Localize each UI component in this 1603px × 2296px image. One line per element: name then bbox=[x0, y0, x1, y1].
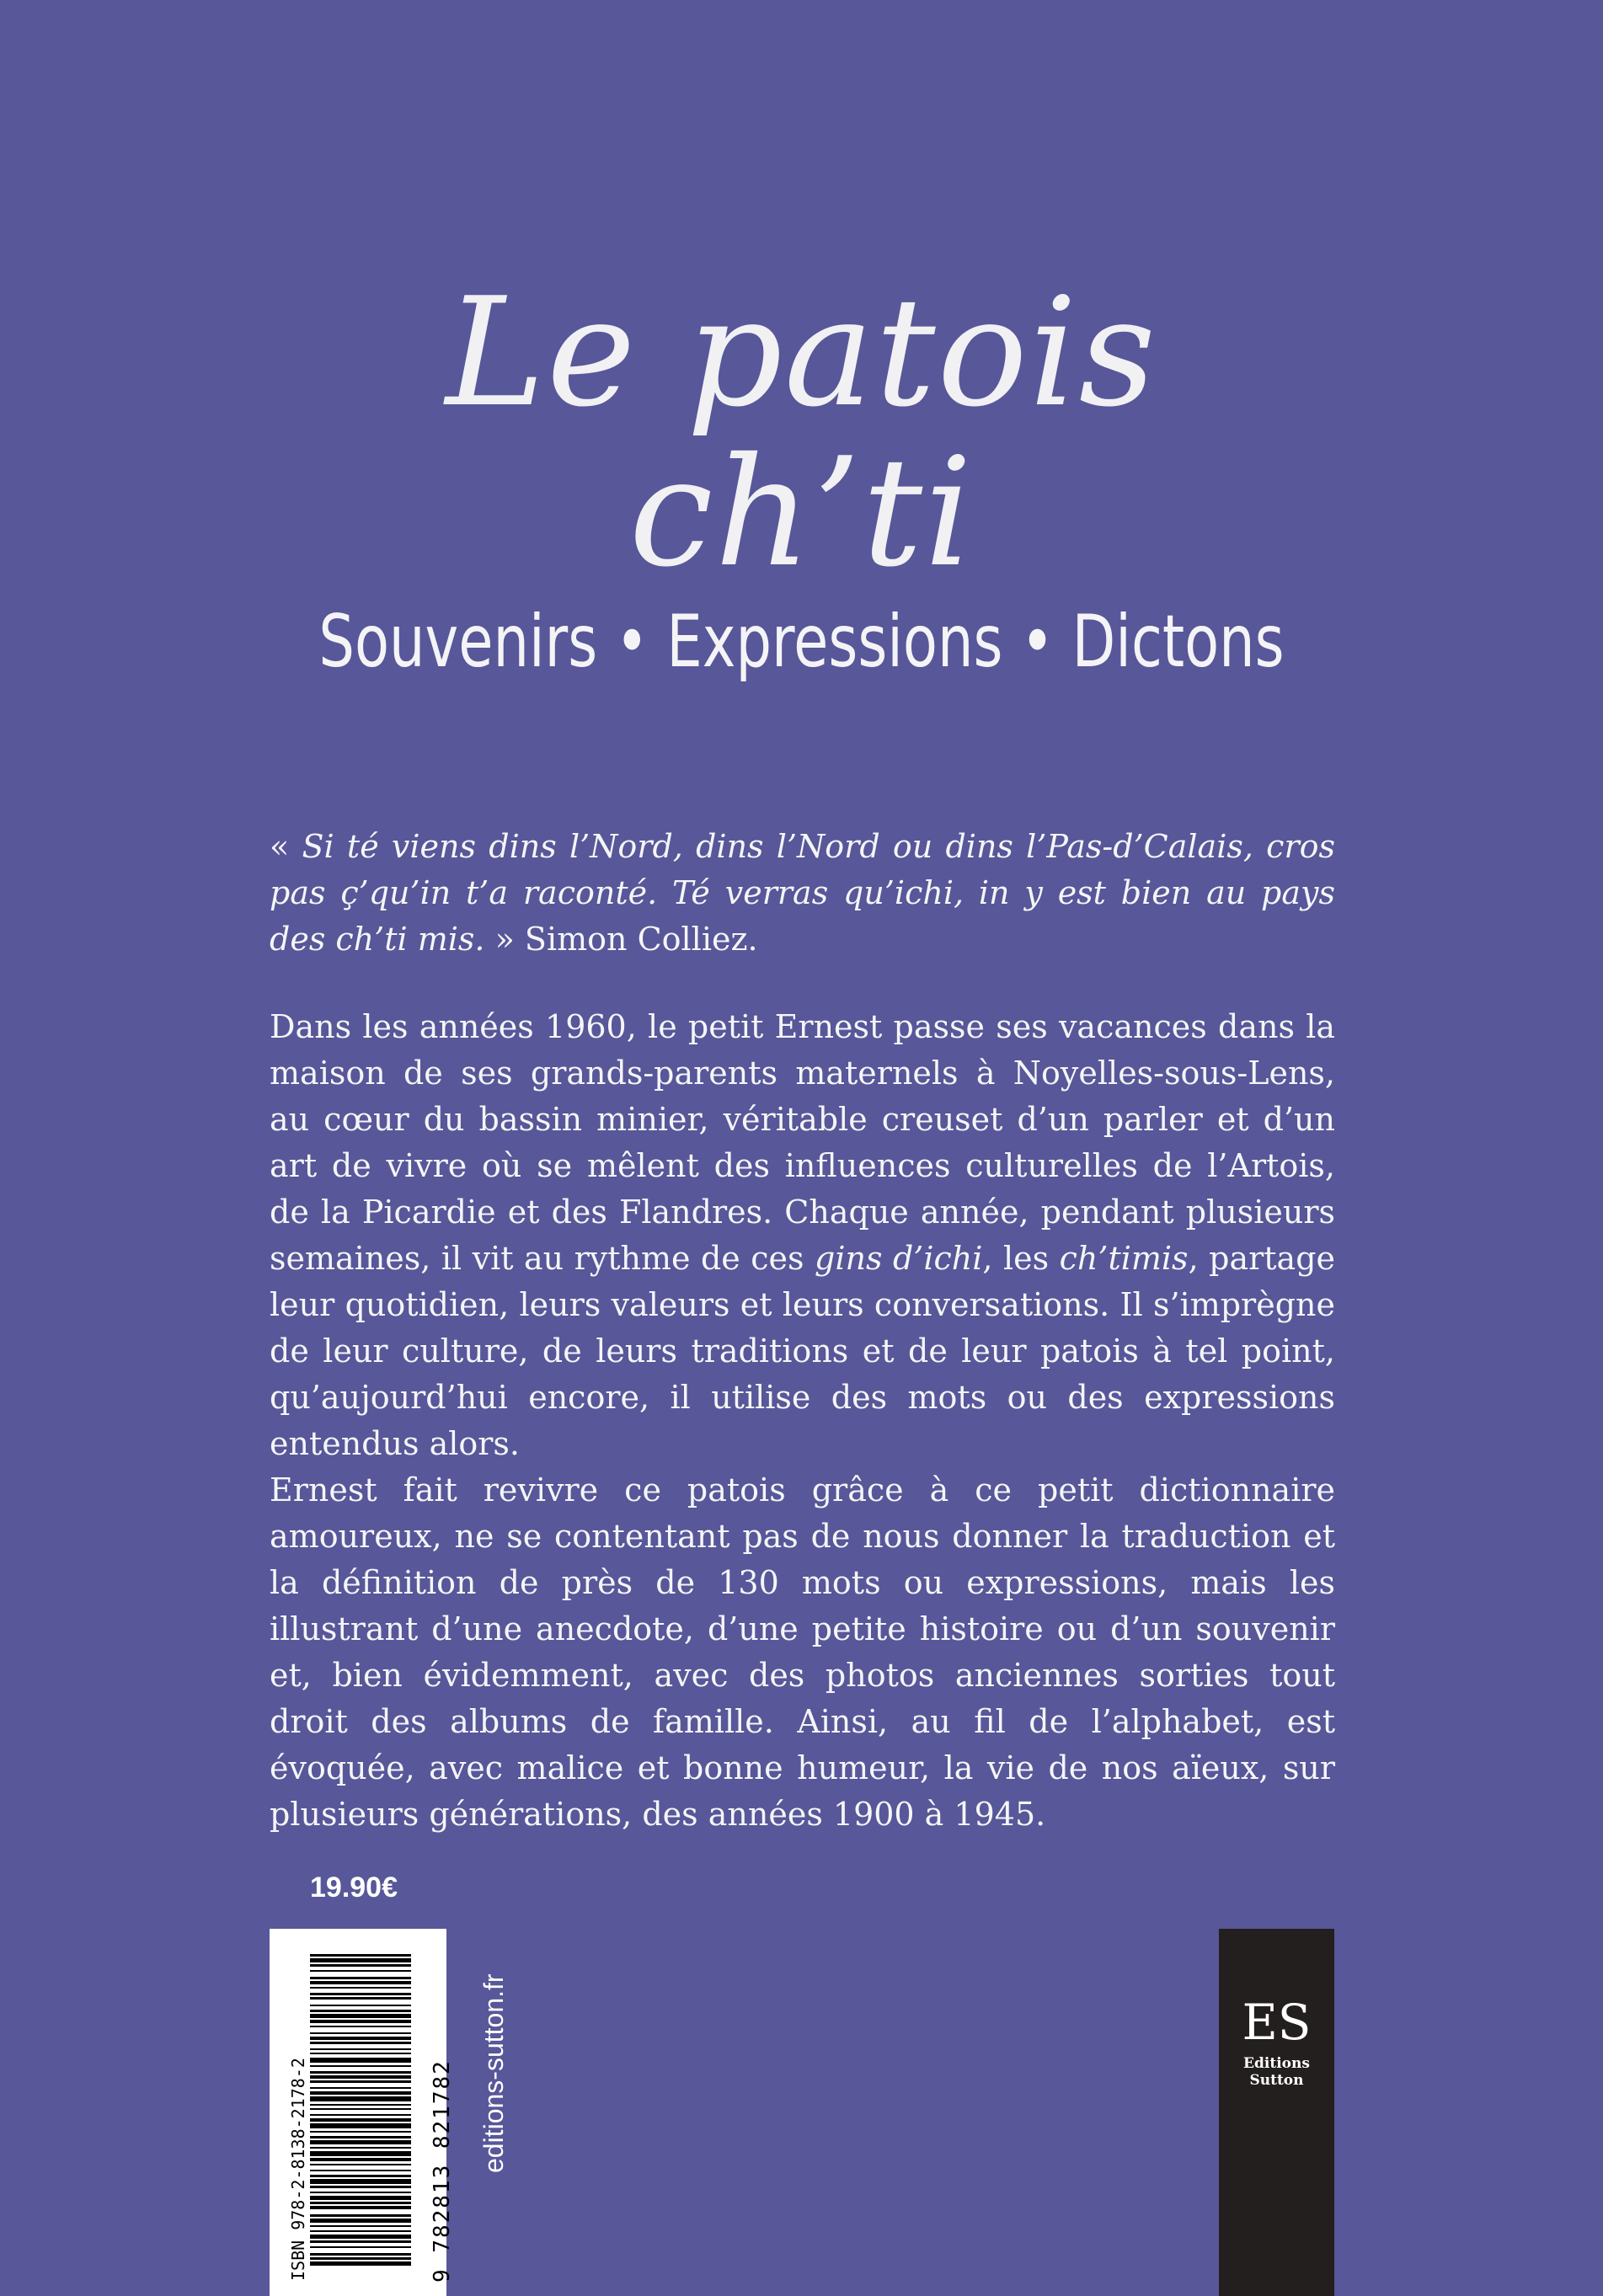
publisher-website: editions-sutton.fr bbox=[478, 1973, 509, 2173]
barcode-bar bbox=[310, 2087, 411, 2089]
barcode-bar bbox=[310, 2219, 411, 2223]
publisher-logo-name: Editions bbox=[1243, 2055, 1310, 2072]
barcode-bar bbox=[310, 2175, 411, 2177]
barcode-bar bbox=[310, 2071, 411, 2074]
isbn-label: ISBN 978-2-8138-2178-2 bbox=[288, 2058, 308, 2281]
blurb-emphasis: gins d’ichi bbox=[815, 1240, 983, 1277]
blurb-paragraph-2: Ernest fait revivre ce patois grâce à ce petit dictionnaire amoureux, ne se contentant pas de nous donner la traduction et la définition de près de 130 mots ou expressions, mais les illustrant d’une anecdote, d’une petite histoire ou d’un souvenir et, bien évidemment, avec des photos anciennes sorties tout droit des albums de famille. Ainsi, au fil de l’alphabet, est évoquée, avec malice et bonne humeur, la vie de nos aïeux, sur plusieurs générations, des années 1900 à 1945. bbox=[270, 1471, 1335, 1833]
book-subtitle: Souvenirs • Expressions • Dictons bbox=[318, 600, 1285, 684]
barcode-bar bbox=[310, 2179, 411, 2184]
barcode-bar bbox=[310, 1958, 411, 1962]
blurb-emphasis: ch’timis bbox=[1059, 1240, 1189, 1277]
publisher-logo bbox=[1219, 1929, 1334, 2296]
barcode-bar bbox=[310, 2136, 411, 2138]
quote-close: » bbox=[484, 921, 515, 958]
barcode-bar bbox=[310, 2230, 411, 2232]
isbn-barcode bbox=[270, 1929, 455, 2296]
barcode-bar bbox=[310, 2240, 411, 2243]
barcode-bar bbox=[310, 1964, 411, 1967]
barcode-bar bbox=[310, 2151, 411, 2156]
barcode-bar bbox=[310, 1987, 411, 1989]
barcode-bar bbox=[310, 2080, 411, 2083]
blurb-text: , partage leur quotidien, leurs valeurs et leurs conversations. Il s’imprègne de leur culture, de leurs traditions et de leur patois à tel point, qu’aujourd’hui encore, il utilise des mots ou des expressions entendus alors. bbox=[270, 1240, 1336, 1462]
blurb-paragraph-1 bbox=[270, 1004, 1335, 1467]
barcode-bar bbox=[310, 2118, 411, 2122]
barcode-bar bbox=[310, 1970, 411, 1972]
barcode-bar bbox=[310, 2032, 411, 2034]
barcode-bar bbox=[310, 2014, 411, 2018]
barcode-bar bbox=[310, 2048, 411, 2050]
barcode-bar bbox=[310, 2170, 411, 2171]
barcode-bar bbox=[310, 2214, 411, 2217]
barcode-bar bbox=[310, 1997, 411, 2000]
barcode-bar bbox=[310, 2164, 411, 2165]
barcode-bar bbox=[310, 2108, 411, 2110]
blurb-text: , les bbox=[982, 1240, 1060, 1277]
barcode-bar bbox=[310, 1993, 411, 1995]
barcode-bar bbox=[310, 2225, 411, 2227]
barcode-bar bbox=[310, 2158, 411, 2161]
barcode-bar bbox=[310, 2010, 411, 2012]
barcode-bar bbox=[310, 2091, 411, 2095]
quote-author: Simon Colliez. bbox=[524, 921, 758, 958]
barcode-bar bbox=[310, 2114, 411, 2116]
barcode-bar bbox=[310, 2123, 411, 2128]
quote-open: « bbox=[270, 828, 302, 865]
price-label: 19.90€ bbox=[310, 1872, 398, 1904]
barcode-bar bbox=[310, 2147, 411, 2149]
back-cover-blurb bbox=[270, 1004, 1335, 1838]
barcode-bar bbox=[310, 1977, 411, 1979]
barcode-bar bbox=[310, 2096, 411, 2101]
publisher-logo-sub: Sutton bbox=[1249, 2072, 1304, 2089]
barcode-bar bbox=[310, 2235, 411, 2239]
barcode-bar bbox=[310, 1981, 411, 1984]
barcode-bar bbox=[310, 2026, 411, 2027]
barcode-bar bbox=[310, 2202, 411, 2204]
quote-text: Si té viens dins l’Nord, dins l’Nord ou dins l’Pas-d’Calais, cros pas ç’qu’in t’a raconté. Té verras qu’ichi, in y est bien au pays des ch’ti mis. bbox=[270, 828, 1336, 958]
barcode-bar bbox=[310, 2053, 411, 2054]
barcode-bar bbox=[310, 2253, 411, 2256]
barcode-bar bbox=[310, 2104, 411, 2106]
book-title-line-2: ch’ti bbox=[628, 425, 975, 600]
barcode-bar bbox=[310, 2206, 411, 2209]
barcode-bar bbox=[310, 2042, 411, 2044]
barcode-bar bbox=[310, 2005, 411, 2006]
barcode-bar bbox=[310, 2196, 411, 2200]
barcode-bar bbox=[310, 2192, 411, 2193]
barcode-bar bbox=[310, 2257, 411, 2260]
barcode-digits: 9 782813 821782 bbox=[430, 2059, 455, 2283]
barcode-bar bbox=[310, 2075, 411, 2079]
barcode-bar bbox=[310, 1954, 411, 1957]
barcode-bar bbox=[310, 2020, 411, 2023]
publisher-logo-mark: ES bbox=[1242, 1994, 1312, 2051]
barcode-bar bbox=[310, 2186, 411, 2188]
book-title-line-1: Le patois bbox=[445, 265, 1158, 440]
epigraph-quote bbox=[270, 824, 1335, 963]
barcode-bar bbox=[310, 2261, 411, 2266]
barcode-bar bbox=[310, 2246, 411, 2248]
barcode-bar bbox=[310, 2065, 411, 2067]
barcode-bar bbox=[310, 2058, 411, 2063]
barcode-bar bbox=[310, 2140, 411, 2144]
barcode-bar bbox=[310, 2131, 411, 2133]
blurb-text: Dans les années 1960, le petit Ernest passe ses vacances dans la maison de ses grands-parents maternels à Noyelles-sous-Lens, au cœur du bassin minier, véritable creuset d’un parler et d’un art de vivre où se mêlent des influences culturelles de l’Artois, de la Picardie et des Flandres. Chaque année, pendant plusieurs semaines, il vit au rythme de ces bbox=[270, 1008, 1335, 1277]
barcode-bar bbox=[310, 2037, 411, 2040]
